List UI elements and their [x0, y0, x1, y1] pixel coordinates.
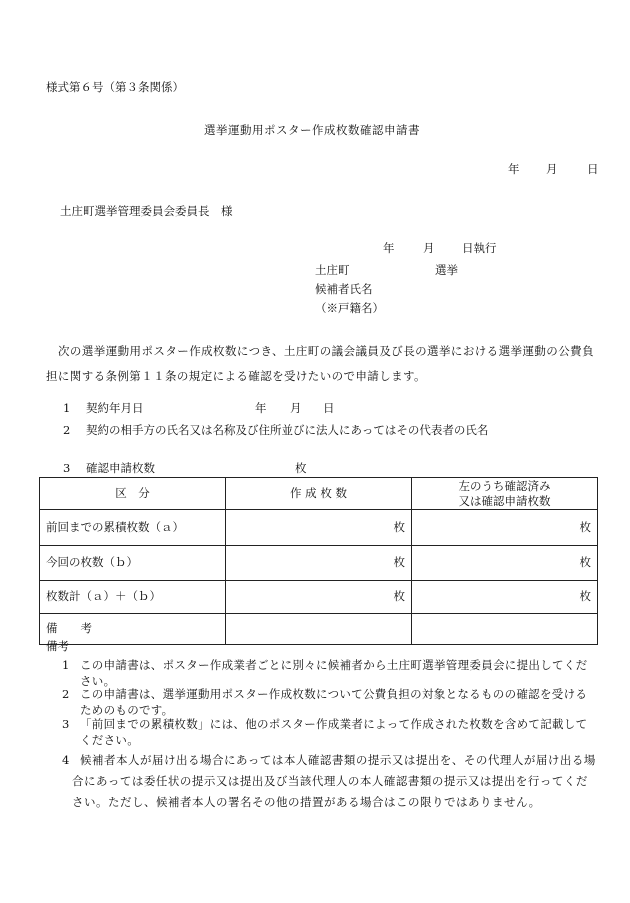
- sheet-count-table: [39, 477, 598, 645]
- header-category: 区 分: [40, 478, 226, 510]
- election-day: 日執行: [462, 241, 497, 255]
- item-number: 2: [63, 423, 71, 437]
- remarks-cell[interactable]: [226, 614, 412, 645]
- row-label: 備 考: [40, 614, 226, 645]
- created-count-cell[interactable]: 枚: [226, 546, 412, 581]
- remark-text: 候補者本人が届け出る場合にあっては本人確認書類の提示又は提出を、その代理人が届け出る場合にあっては委任状の提示又は提出及び当該代理人の本人確認書類の提示又は提出を行ってください。ただし、候補者本人の署名その他の措置がある場合はこの限りではありません。: [72, 753, 596, 809]
- contract-year: 年: [255, 401, 267, 415]
- remark-text: この申請書は、ポスター作成業者ごとに別々に候補者から土庄町選挙管理委員会に提出してください。: [80, 658, 588, 688]
- created-count-cell[interactable]: 枚: [226, 510, 412, 546]
- candidate-name-label: 候補者氏名: [315, 282, 373, 296]
- item-label: 確認申請枚数: [86, 461, 155, 475]
- item-label: 契約の相手方の氏名又は名称及び住所並びに法人にあってはその代表者の氏名: [86, 423, 489, 437]
- table-header-row: [40, 478, 598, 510]
- registry-name-note: （※戸籍名）: [315, 301, 384, 315]
- confirmed-count-cell[interactable]: 枚: [412, 581, 598, 614]
- created-count-cell[interactable]: 枚: [226, 581, 412, 614]
- date-day: 日: [587, 162, 599, 176]
- table-row: [40, 510, 598, 546]
- document-title: 選挙運動用ポスター作成枚数確認申請書: [204, 123, 420, 137]
- header-confirmed-line2: 又は確認申請枚数: [458, 493, 551, 508]
- header-confirmed-count: [412, 478, 598, 510]
- table-row: [40, 546, 598, 581]
- addressee: 土庄町選挙管理委員会委員長 様: [60, 204, 233, 218]
- contract-day: 日: [323, 401, 335, 415]
- election-name: 選挙: [435, 263, 458, 277]
- remarks-cell[interactable]: [412, 614, 598, 645]
- header-created-count: 作 成 枚 数: [226, 478, 412, 510]
- remark-number: 2: [62, 687, 70, 701]
- remarks-heading: 備考: [46, 639, 69, 653]
- row-label: 今回の枚数（ｂ）: [40, 546, 226, 581]
- remark-4: [62, 750, 598, 840]
- item-number: 1: [63, 401, 71, 415]
- date-month: 月: [546, 162, 558, 176]
- remark-2: [62, 686, 598, 720]
- contract-month: 月: [290, 401, 302, 415]
- remark-number: 4: [62, 753, 70, 767]
- requested-count-unit: 枚: [295, 461, 307, 475]
- election-month: 月: [423, 241, 435, 255]
- item-number: 3: [63, 461, 71, 475]
- election-year: 年: [383, 241, 395, 255]
- item-label: 契約年月日: [86, 401, 144, 415]
- row-label: 枚数計（ａ）＋（ｂ）: [40, 581, 226, 614]
- remark-number: 1: [62, 658, 70, 672]
- row-label: 前回までの累積枚数（ａ）: [40, 510, 226, 546]
- remark-text: この申請書は、選挙運動用ポスター作成枚数について公費負担の対象となるものの確認を受けるためのものです。: [80, 687, 588, 717]
- remark-text: 「前回までの累積枚数」には、他のポスター作成業者によって作成された枚数を含めて記載してください。: [80, 717, 588, 747]
- application-text: 次の選挙運動用ポスター作成枚数につき、土庄町の議会議員及び長の選挙における選挙運動の公費負担に関する条例第１１条の規定による確認を受けたいので申請します。: [46, 344, 594, 383]
- remark-3: [62, 716, 598, 750]
- table-row: [40, 614, 598, 645]
- header-confirmed-line1: 左のうち確認済み: [458, 478, 551, 493]
- confirmed-count-cell[interactable]: 枚: [412, 510, 598, 546]
- confirmed-count-cell[interactable]: 枚: [412, 546, 598, 581]
- form-number: 様式第６号（第３条関係）: [46, 80, 184, 94]
- town-name: 土庄町: [315, 263, 350, 277]
- date-year: 年: [508, 162, 520, 176]
- remark-number: 3: [62, 717, 70, 731]
- table-row: [40, 581, 598, 614]
